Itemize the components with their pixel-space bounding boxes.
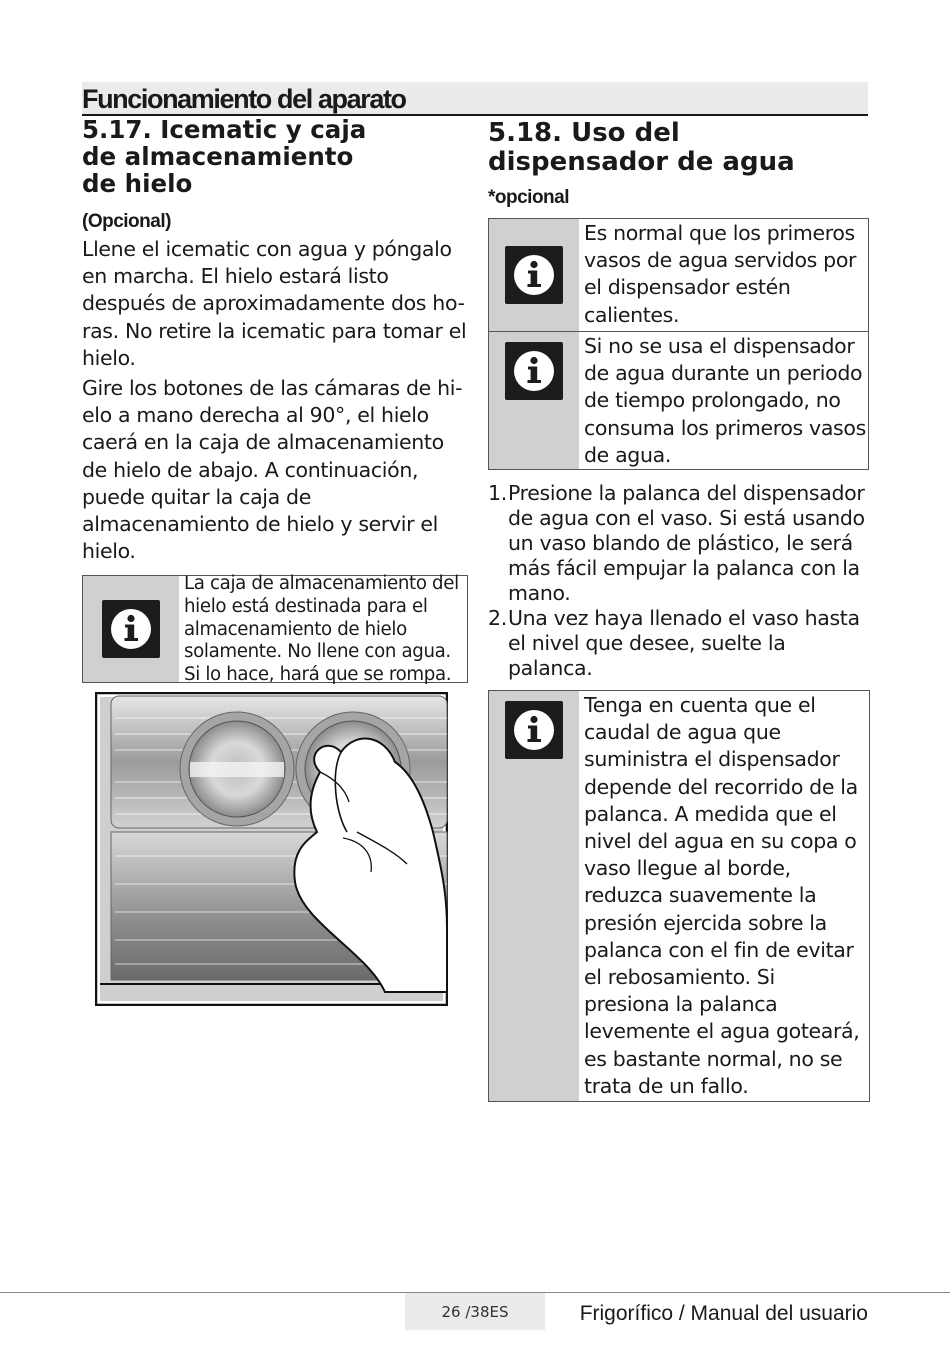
info-note-text: Si no se usa el dispensador de agua durante un periodo de tiempo prolongado, no consuma los primeros vasos de agua. — [584, 334, 866, 467]
info-note-text: La caja de almacenamiento del hielo está destinada para el almacenamiento de hielo solamente. No llene con agua. Si lo hace, hará que se rompa. — [184, 573, 459, 685]
info-icon — [505, 342, 563, 400]
step-number: 2. — [488, 606, 507, 630]
info-icon — [505, 246, 563, 304]
info-note-icon-cell — [489, 332, 579, 469]
paragraph-fill-icematic: Llene el icematic con agua y póngalo en marcha. El hielo estará listo después de aproximadamente dos ho-ras. No retire la icematic para tomar el hielo. — [82, 237, 467, 370]
paragraph-turn-knobs: Gire los botones de las cámaras de hi-elo a mano derecha al 90°, el hielo caerá en la caja de almacenamiento de hielo de abajo. A continuación, puede quitar la caja de almacenamiento de hielo y servir el hielo. — [82, 376, 463, 564]
info-note-flow-rate — [488, 690, 870, 1102]
section-subtitle-optional-right: *opcional — [488, 187, 570, 208]
info-note-warm-water — [488, 218, 869, 331]
info-note-unused-dispenser — [488, 331, 869, 470]
list-item — [488, 606, 872, 681]
info-icon — [102, 600, 160, 658]
step-text: Una vez haya llenado el vaso hasta el nivel que desee, suelte la palanca. — [508, 606, 860, 680]
dispenser-steps-list — [488, 481, 872, 681]
page-header-title: Funcionamiento del aparato — [82, 84, 406, 114]
icematic-knob-illustration — [95, 692, 448, 1006]
step-text: Presione la palanca del dispensador de agua con el vaso. Si está usando un vaso blando de plástico, le será más fácil empujar la palanca con la mano. — [508, 481, 865, 605]
section-subtitle-optional: (Opcional) — [82, 211, 171, 232]
page-number: 26 /38ES — [405, 1293, 545, 1330]
step-number: 1. — [488, 481, 507, 505]
section-water-dispenser — [488, 116, 872, 1102]
info-note-icon-cell — [83, 576, 179, 682]
info-note-icon-cell — [489, 691, 579, 1101]
info-note-ice-box — [82, 575, 468, 683]
section-title-icematic: 5.17. Icematic y caja de almacenamiento de hielo — [82, 115, 367, 198]
footer-document-title: Frigorífico / Manual del usuario — [579, 1302, 868, 1325]
info-note-icon-cell — [489, 219, 579, 331]
info-icon — [505, 701, 563, 759]
list-item — [488, 481, 872, 606]
info-note-text: Es normal que los primeros vasos de agua servidos por el dispensador estén calientes. — [584, 221, 857, 327]
section-icematic — [82, 116, 472, 683]
section-title-water-dispenser: 5.18. Uso del dispensador de agua — [488, 118, 795, 177]
info-note-text: Tenga en cuenta que el caudal de agua que suministra el dispensador depende del recorrido de la palanca. A medida que el nivel del agua en su copa o vaso llegue al borde, reduzca suavemente la presión ejercida sobre la palanca con el fin de evitar el rebosamiento. Si presiona la palanca levemente el agua goteará, es bastante normal, no se trata de un fallo. — [584, 693, 860, 1098]
